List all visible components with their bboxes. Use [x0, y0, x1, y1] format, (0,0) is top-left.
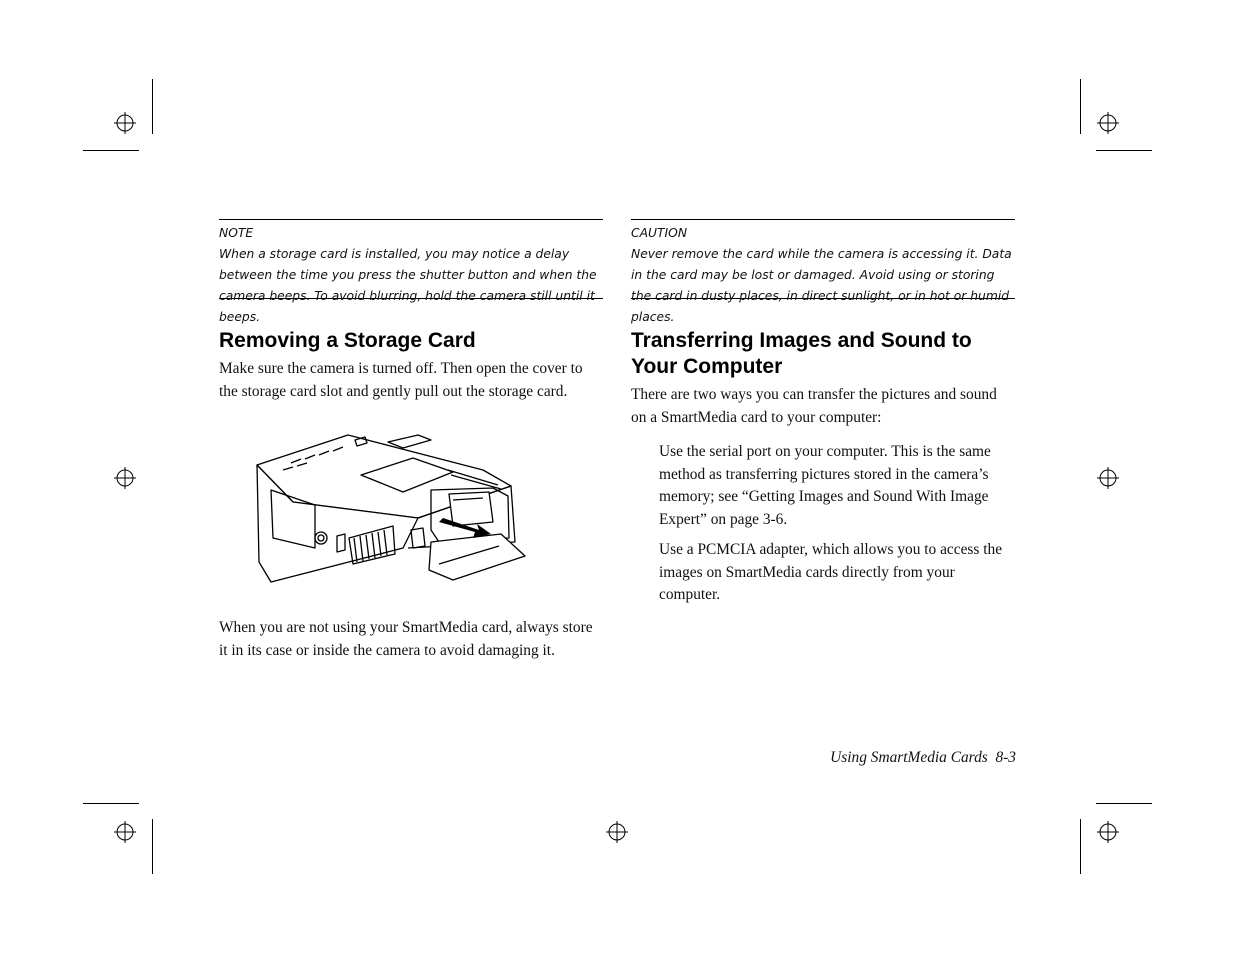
transfer-method-list: [659, 441, 1015, 607]
note-text: When a storage card is installed, you may notice a delay between the time you press the shutter button and when the camera beeps. To avoid blurring, hold the camera still until it beeps.: [219, 247, 597, 324]
caution-box: [631, 219, 1015, 324]
note-box: [219, 219, 603, 324]
list-item: Use the serial port on your computer. This is the same method as transferring pictures stored in the camera’s memory; see “Getting Images and Sound With Image Expert” on page 3-6.: [659, 443, 991, 528]
list-item: Use a PCMCIA adapter, which allows you to access the images on SmartMedia cards directly from your computer.: [659, 541, 1003, 603]
section-heading-transferring: Transferring Images and Sound to Your Computer: [631, 329, 972, 378]
registration-mark-icon: [1097, 467, 1119, 489]
registration-mark-icon: [1097, 112, 1119, 134]
registration-mark-icon: [1097, 821, 1119, 843]
removing-intro: Make sure the camera is turned off. Then open the cover to the storage card slot and gently pull out the storage card.: [219, 360, 583, 400]
registration-mark-icon: [114, 112, 136, 134]
left-column: [219, 219, 603, 403]
registration-mark-icon: [114, 467, 136, 489]
registration-mark-icon: [114, 821, 136, 843]
caution-label: CAUTION: [631, 226, 688, 240]
after-figure-paragraph: [219, 617, 603, 662]
note-label: NOTE: [219, 226, 254, 240]
camera-card-removal-illustration: [253, 430, 528, 590]
transferring-intro: There are two ways you can transfer the pictures and sound on a SmartMedia card to your computer:: [631, 386, 997, 426]
registration-mark-icon: [606, 821, 628, 843]
page-footer: Using SmartMedia Cards 8-3: [830, 749, 1016, 766]
section-heading-removing: Removing a Storage Card: [219, 329, 476, 352]
removing-after-text: When you are not using your SmartMedia card, always store it in its case or inside the camera to avoid damaging it.: [219, 619, 593, 659]
caution-text: Never remove the card while the camera is accessing it. Data in the card may be lost or damaged. Avoid using or storing the card in dusty places, in direct sunlight, or in hot or humid places.: [631, 247, 1012, 324]
right-column: [631, 219, 1015, 615]
